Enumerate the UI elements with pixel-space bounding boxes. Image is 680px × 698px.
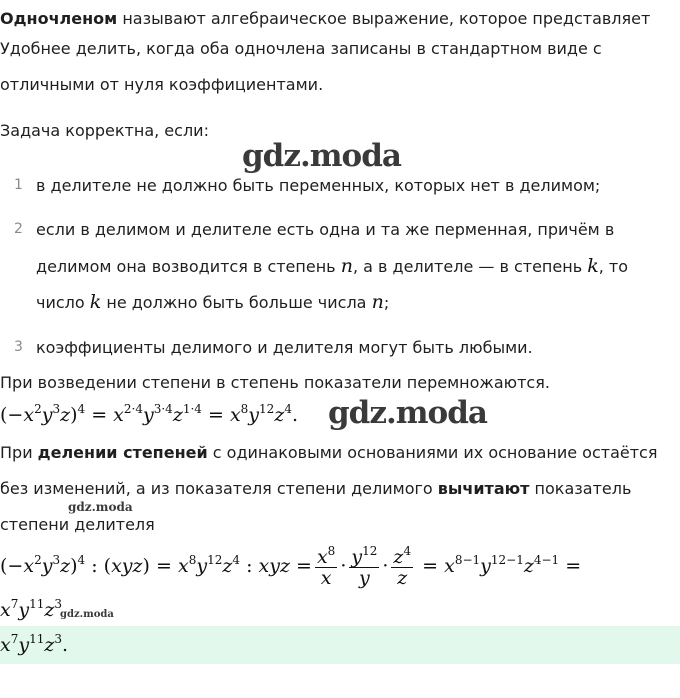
watermark-small: gdz.moda — [60, 609, 114, 620]
list-item-2-line-1: если в делимом и делителе есть одна и та же перменная, причём в — [36, 220, 615, 239]
intro-text: называют алгебраическое выражение, которое представляет — [117, 9, 651, 28]
power-formula: $(-x^2y^3z)^4 = x^{2\cdot 4}y^{3\cdot 4}z^{1\cdot 4} = x^8y^{12}z^4$. — [0, 402, 299, 426]
task-heading: Задача корректна, если: — [0, 121, 209, 140]
term-bold: Одночленом — [0, 9, 118, 28]
intro-line-1 — [0, 8, 650, 30]
list-item-2-line-2: делимом она возводится в степень n, а в делителе — в степень k, то — [36, 255, 629, 277]
list-number: 3 — [14, 339, 23, 355]
watermark: gdz.moda — [242, 138, 401, 174]
watermark-small: gdz.moda — [68, 500, 133, 514]
answer-box — [0, 626, 680, 664]
list-item-2-line-3: число k не должно быть больше числа n; — [36, 291, 390, 313]
intro-line-3: отличными от нуля коэффициентами. — [0, 75, 324, 94]
division-rule-line-1: При делении степеней с одинаковыми основаниями их основание остаётся — [0, 443, 658, 462]
division-formula: $(-x^2y^3z)^4$ : $(xyz) = x^8y^{12}z^4$ : xyz = $\frac{x^8}{x}$ · $\frac{y^{12}}{y}$ · $\frac{z^4}{z}$ = $x^{8-1}y^{12-1}z^{4-1}$ = — [0, 543, 582, 589]
watermark: gdz.moda — [328, 395, 487, 431]
intro-line-2: Удобнее делить, когда оба одночлена записаны в стандартном виде с — [0, 39, 602, 58]
list-number: 2 — [14, 221, 23, 237]
list-item-1: в делителе не должно быть переменных, которых нет в делимом; — [36, 176, 601, 195]
fraction: $\frac{x^8}{x}$ — [316, 543, 336, 589]
list-item-3: коэффициенты делимого и делителя могут быть любыми. — [36, 338, 533, 357]
answer-formula: $x^7y^{11}z^3$. — [0, 632, 69, 656]
division-result-line: $x^7y^{11}z^3$ — [0, 597, 63, 621]
fraction: $\frac{z^4}{z}$ — [393, 543, 412, 589]
division-rule-line-3: степени делителя — [0, 515, 155, 534]
fraction: $\frac{y^{12}}{y}$ — [351, 543, 378, 589]
division-rule-line-2: без изменений, а из показателя степени делимого вычитают показатель — [0, 479, 632, 498]
list-number: 1 — [14, 177, 23, 193]
power-rule-text: При возведении степени в степень показатели перемножаются. — [0, 373, 550, 392]
